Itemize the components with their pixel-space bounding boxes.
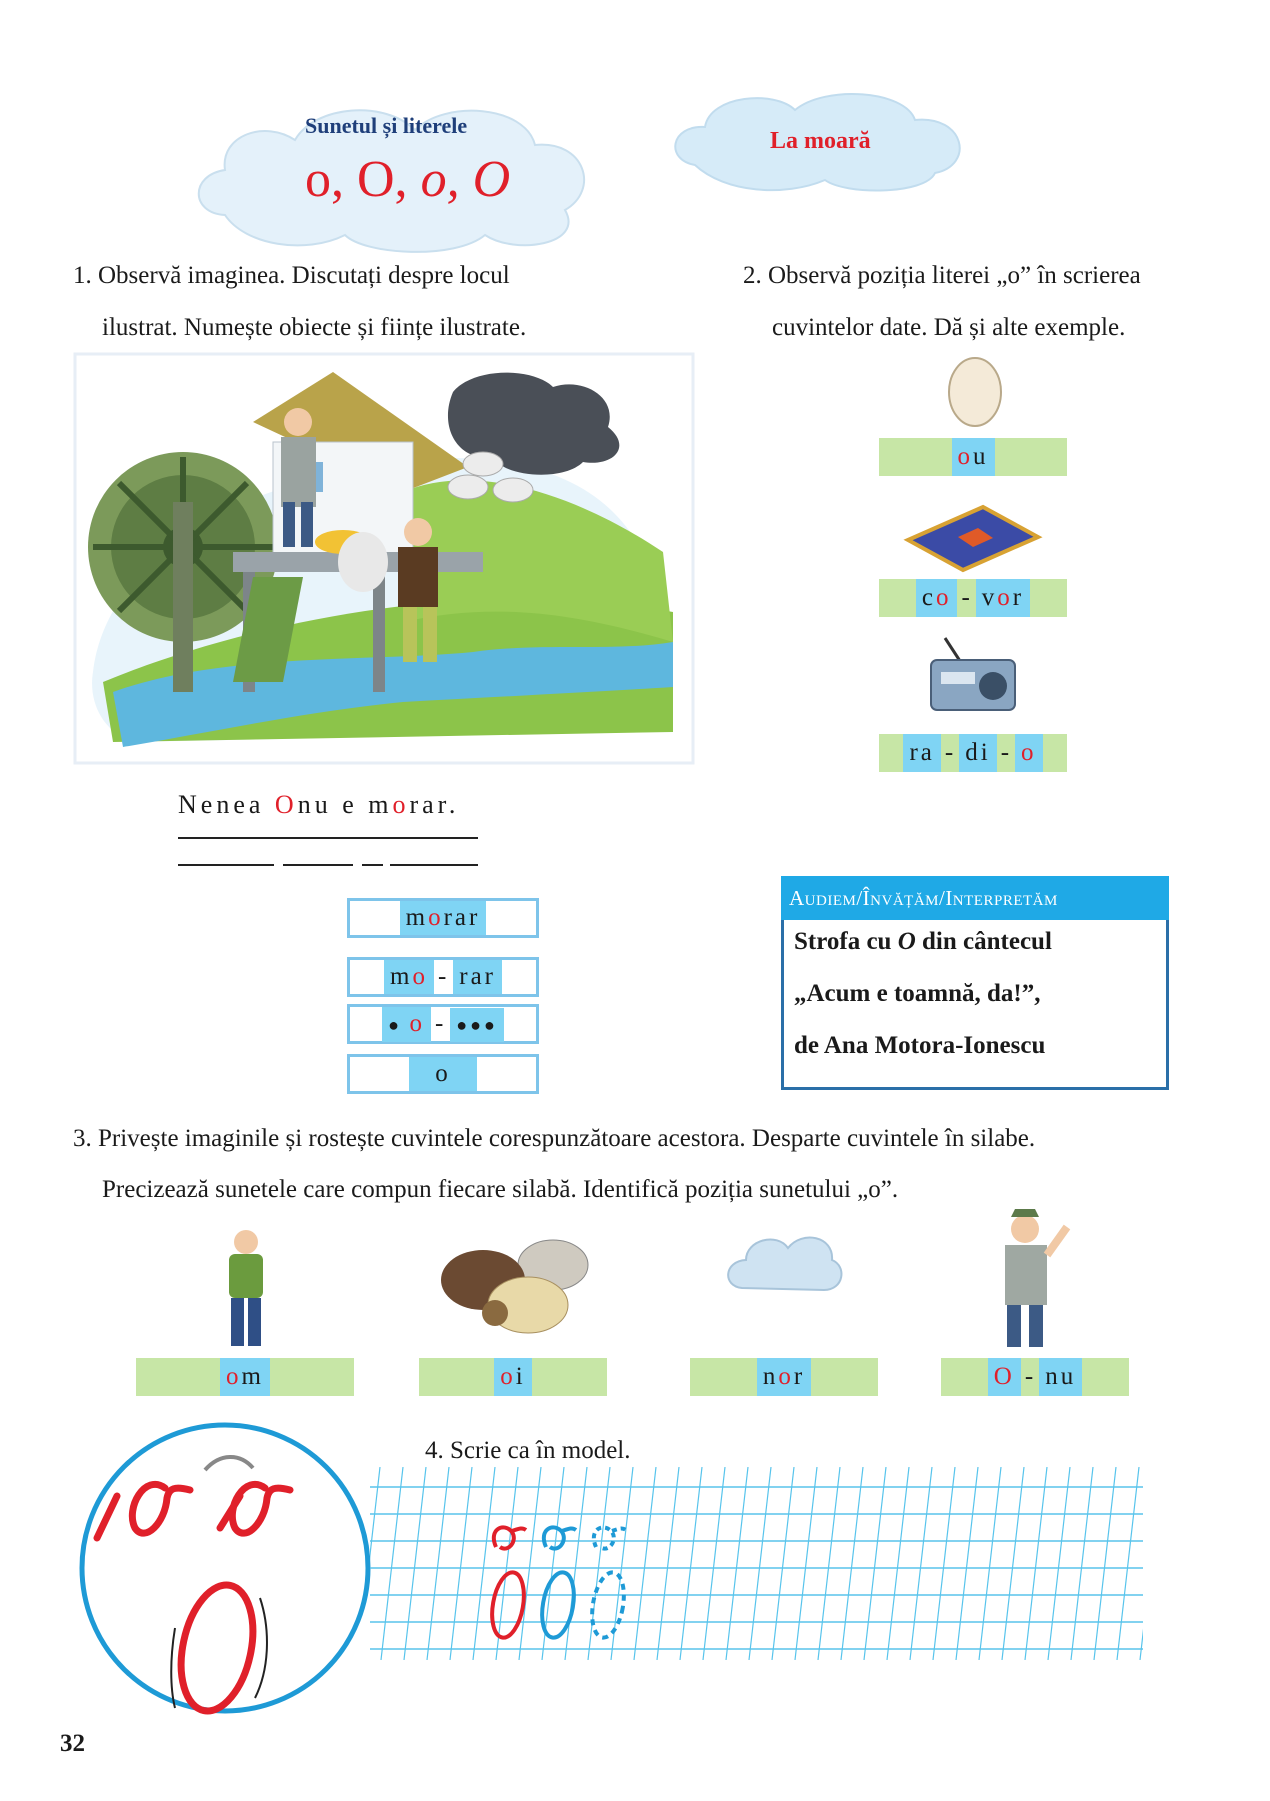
grid-slant-line [703, 1467, 725, 1660]
syllable-mo: mo [384, 960, 434, 994]
song-box [781, 876, 1169, 1090]
word-radio: ra - di - o [879, 734, 1067, 772]
task1-line1: 1. Observă imaginea. Discutați despre locul [73, 262, 510, 289]
grid-slant-line [818, 1467, 840, 1660]
morar-sounds-box: ● o - ●●● [347, 1004, 539, 1044]
syllable-rar: rar [453, 960, 502, 994]
syllable-co: co [916, 579, 958, 617]
syllable-nor: nor [757, 1358, 811, 1396]
cloud-icon [722, 1226, 846, 1306]
sheep-icon [433, 1235, 593, 1347]
grid-slant-line [565, 1467, 587, 1660]
grid-slant-line [1140, 1467, 1143, 1660]
grid-slant-line [933, 1467, 955, 1660]
word-line [283, 864, 353, 866]
sentence-part: Nenea [178, 790, 275, 819]
lesson-title: La moară [770, 128, 871, 154]
sentence-highlight: O [274, 790, 298, 819]
grid-slant-line [404, 1467, 426, 1660]
word-line [390, 864, 478, 866]
letter-print-upper: O, [357, 151, 408, 208]
miller-icon [985, 1205, 1079, 1351]
grid-slant-line [588, 1467, 610, 1660]
grid-slant-line [956, 1467, 978, 1660]
syllable-di: di [959, 734, 996, 772]
letter-model-circle [75, 1418, 375, 1718]
song-title-line2: „Acum e toamnă, da!”, [794, 980, 1041, 1007]
sound-dots-1: ● o [382, 1007, 431, 1042]
syllable-ou: ou [952, 438, 995, 476]
grid-slant-line [370, 1467, 380, 1660]
sentence-part: rar [409, 790, 449, 819]
page-number: 32 [60, 1730, 85, 1757]
word-line [178, 864, 274, 866]
task2-line1: 2. Observă poziția literei „o” în scrierea [743, 262, 1141, 289]
syllable-om: om [220, 1358, 270, 1396]
sentence [178, 790, 459, 820]
morar-vowel-box [347, 1054, 539, 1094]
grid-slant-line [519, 1467, 541, 1660]
morar-word-box [347, 898, 539, 938]
sound-dots-2: ●●● [450, 1008, 504, 1042]
mill-illustration [73, 352, 695, 765]
grid-slant-line [864, 1467, 886, 1660]
word-ou [879, 438, 1067, 476]
grid-slant-line [1071, 1467, 1093, 1660]
morar-syllable: morar [400, 901, 487, 935]
task3-line1: 3. Privește imaginile și rostește cuvintele corespunzătoare acestora. Desparte cuvintele în silabe. [73, 1125, 1036, 1152]
syllable-ra: ra [903, 734, 940, 772]
grid-slant-line [1002, 1467, 1024, 1660]
grid-slant-line [772, 1467, 794, 1660]
carpet-icon [903, 502, 1043, 574]
song-title-line1: Strofa cu O din cântecul [794, 928, 1052, 955]
sentence-line [178, 837, 478, 839]
man-icon [213, 1226, 279, 1350]
radio-icon [925, 636, 1021, 716]
letter-print-lower: o, [305, 151, 344, 208]
grid-slant-line [427, 1467, 449, 1660]
grid-slant-line [795, 1467, 817, 1660]
task2-line2: cuvintelor date. Dă și alte exemple. [772, 314, 1126, 341]
song-box-header: Audiem/Învățăm/Interpretăm [781, 876, 1169, 920]
letter-script-upper: O [472, 151, 511, 208]
grid-slant-line [450, 1467, 472, 1660]
word-onu: O - nu [941, 1358, 1129, 1396]
letter-script-lower: o, [420, 151, 460, 208]
grid-slant-line [381, 1467, 403, 1660]
grid-slant-line [726, 1467, 748, 1660]
word-covor: co - vor [879, 579, 1067, 617]
word-nor [690, 1358, 878, 1396]
grid-slant-line [749, 1467, 771, 1660]
egg-icon [945, 352, 1005, 428]
task4-instruction: 4. Scrie ca în model. [425, 1437, 631, 1464]
writing-grid [370, 1467, 1143, 1660]
syllable-nu: nu [1039, 1358, 1082, 1396]
sentence-highlight: o [392, 790, 410, 819]
word-oi [419, 1358, 607, 1396]
grid-slant-line [473, 1467, 495, 1660]
grid-slant-line [841, 1467, 863, 1660]
syllable-o: o [1015, 734, 1043, 772]
lesson-letters [305, 150, 510, 209]
song-author: de Ana Motora-Ionescu [794, 1032, 1046, 1059]
lesson-subtitle: Sunetul și literele [305, 113, 468, 138]
grid-slant-line [1117, 1467, 1139, 1660]
grid-slant-line [634, 1467, 656, 1660]
grid-slant-line [657, 1467, 679, 1660]
syllable-vor: vor [976, 579, 1030, 617]
vowel-o: o [409, 1057, 477, 1091]
word-line [362, 864, 383, 866]
grid-slant-line [910, 1467, 932, 1660]
sentence-period: . [448, 790, 460, 819]
grid-slant-line [979, 1467, 1001, 1660]
morar-syllables-box: mo - rar [347, 957, 539, 997]
syllable-oi: oi [494, 1358, 531, 1396]
task3-line2: Precizează sunetele care compun fiecare silabă. Identifică poziția sunetului „o”. [102, 1176, 899, 1203]
syllable-o: O [988, 1358, 1021, 1396]
task1-line2: ilustrat. Numește obiecte și ființe ilustrate. [102, 314, 527, 341]
grid-slant-line [1094, 1467, 1116, 1660]
word-om [136, 1358, 354, 1396]
grid-slant-line [1025, 1467, 1047, 1660]
grid-slant-line [887, 1467, 909, 1660]
grid-slant-line [1048, 1467, 1070, 1660]
grid-slant-line [680, 1467, 702, 1660]
sentence-part: nu e m [297, 790, 393, 819]
